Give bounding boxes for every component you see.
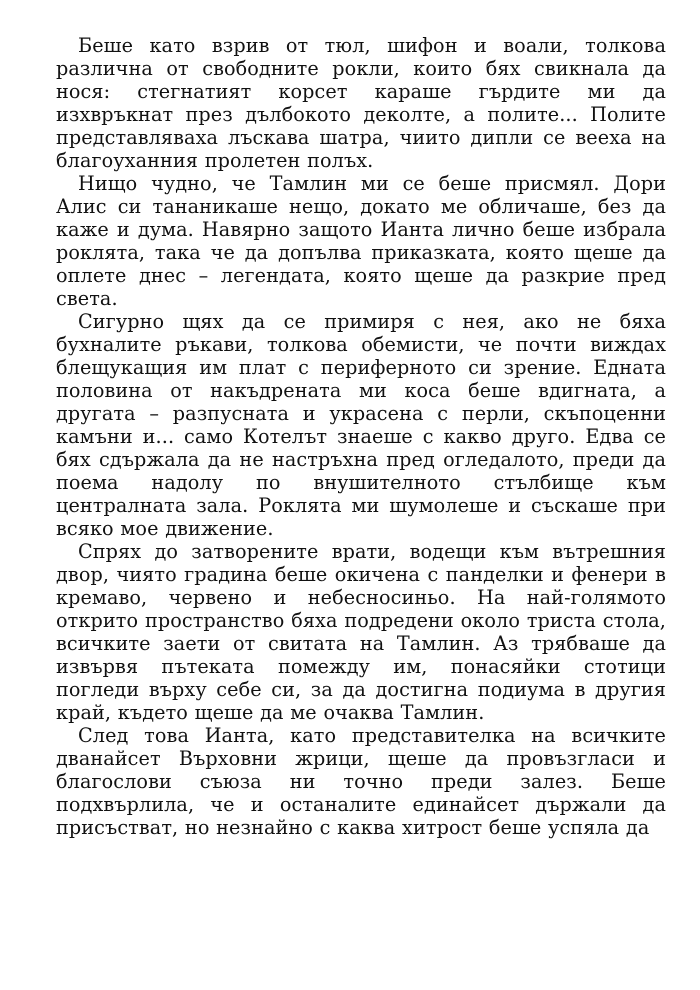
paragraph-1: Беше като взрив от тюл, шифон и воали, толкова различна от свободните рокли, които бях свикнала да нося: стегнатият корсет караше гърдите ми да изхвръкнат през дълбокото деколте, а полите... Полите представляваха лъскава шатра, чиито дипли се вееха на благоуханния пролетен полъх. — [56, 34, 666, 172]
paragraph-5: След това Ианта, като представителка на всичките дванайсет Върховни жрици, щеше да провъзгласи и благослови съюза ни точно преди залез. Беше подхвърлила, че и останалите единайсет държали да присъстват, но незнайно с каква хитрост беше успяла да — [56, 724, 666, 839]
paragraph-2: Нищо чудно, че Тамлин ми се беше присмял. Дори Алис си тананикаше нещо, докато ме обличаше, без да каже и дума. Навярно защото Ианта лично беше избрала роклята, така че да допълва приказката, която щеше да оплете днес – легендата, която щеше да разкрие пред света. — [56, 172, 666, 310]
paragraph-4: Спрях до затворените врати, водещи към вътрешния двор, чиято градина беше окичена с панделки и фенери в кремаво, червено и небесносиньо. На най-голямото открито пространство бяха подредени около триста стола, всичките заети от свитата на Тамлин. Аз трябваше да извървя пътеката помежду им, понасяйки стотици погледи върху себе си, за да достигна подиума в другия край, където щеше да ме очаква Тамлин. — [56, 540, 666, 724]
book-page — [56, 34, 666, 839]
paragraph-3: Сигурно щях да се примиря с нея, ако не бяха бухналите ръкави, толкова обемисти, че почти виждах блещукащия им плат с периферното си зрение. Едната половина от накъдрената ми коса беше вдигната, а другата – разпусната и украсена с перли, скъпоценни камъни и... само Котелът знаеше с какво друго. Едва се бях сдържала да не настръхна пред огледалото, преди да поема надолу по внушителното стълбище към централната зала. Роклята ми шумолеше и съскаше при всяко мое движение. — [56, 310, 666, 540]
